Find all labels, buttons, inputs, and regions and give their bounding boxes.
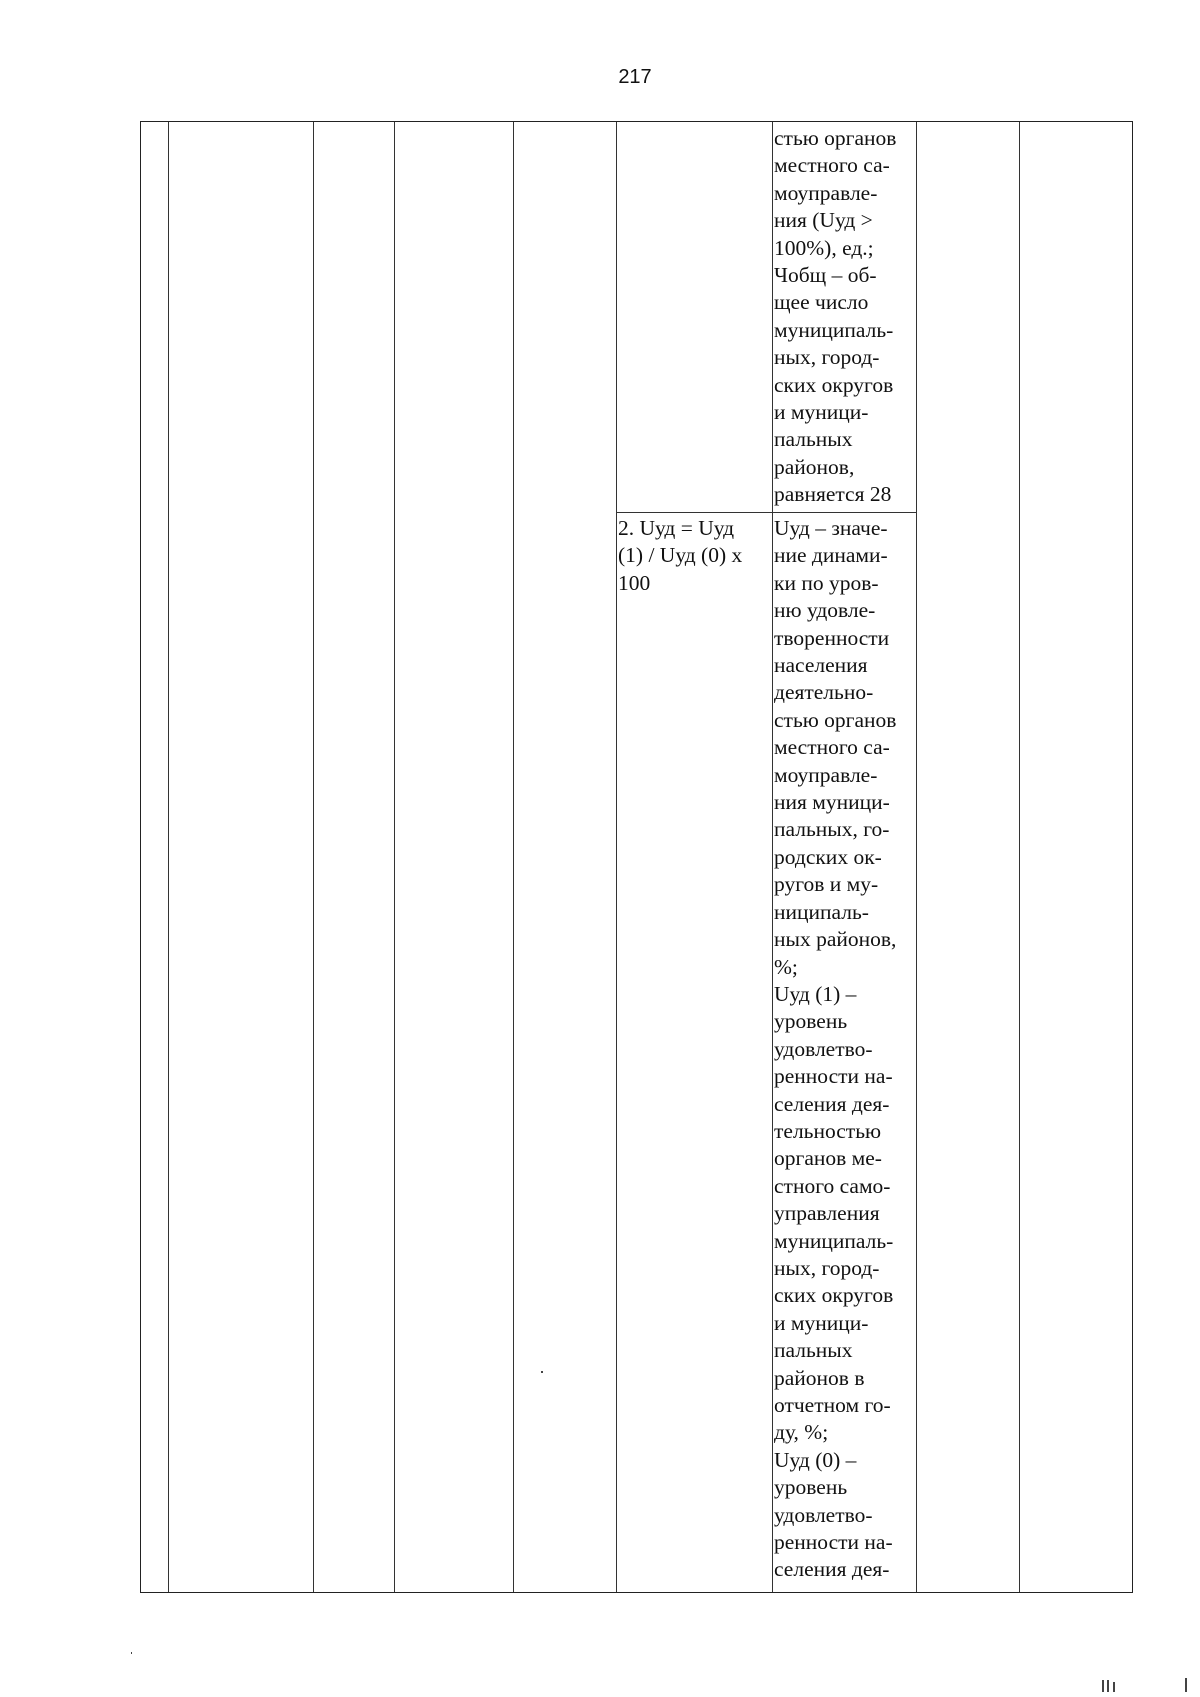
column-divider (168, 122, 169, 1592)
column-divider (1019, 122, 1020, 1592)
formula-description-cell: Uуд – значе- ние динами- ки по уров- ню удовле- творенности населения деятельно- стью органов местного са- моуправле- ния муници- пальных, го- родских ок- ругов и му- ниципаль- ных районов, %; Uуд (1) – уровень удовлетво- ренности на- селения дея- тельностью органов ме- стного само- управления муниципаль- ных, город- ских округов и муници- пальных районов в отчетном го- ду, %; Uуд (0) – уровень удовлетво- ренности на- селения дея- (774, 516, 897, 1582)
scan-artifact-mark (1107, 1680, 1109, 1692)
scan-artifact-mark (1102, 1680, 1104, 1692)
column-divider (513, 122, 514, 1592)
column-divider (313, 122, 314, 1592)
document-table (140, 121, 1133, 1593)
scan-artifact-mark (1113, 1682, 1115, 1692)
column-divider (916, 122, 917, 1592)
formula-cell: 2. Uуд = Uуд (1) / Uуд (0) х 100 (618, 516, 743, 595)
scan-artifact-mark (1185, 1678, 1187, 1692)
scan-speck (541, 1371, 543, 1373)
continuation-description-cell: стью органов местного са- моуправле- ния (Uуд > 100%), ед.; Чобщ – об- щее число муниципаль- ных, город- ских округов и муници- пальных районов, равняется 28 (774, 126, 897, 507)
row-divider (616, 512, 916, 513)
column-divider (616, 122, 617, 1592)
column-divider (772, 122, 773, 1592)
page-number: 217 (618, 66, 652, 88)
scan-speck (131, 1652, 132, 1654)
column-divider (394, 122, 395, 1592)
